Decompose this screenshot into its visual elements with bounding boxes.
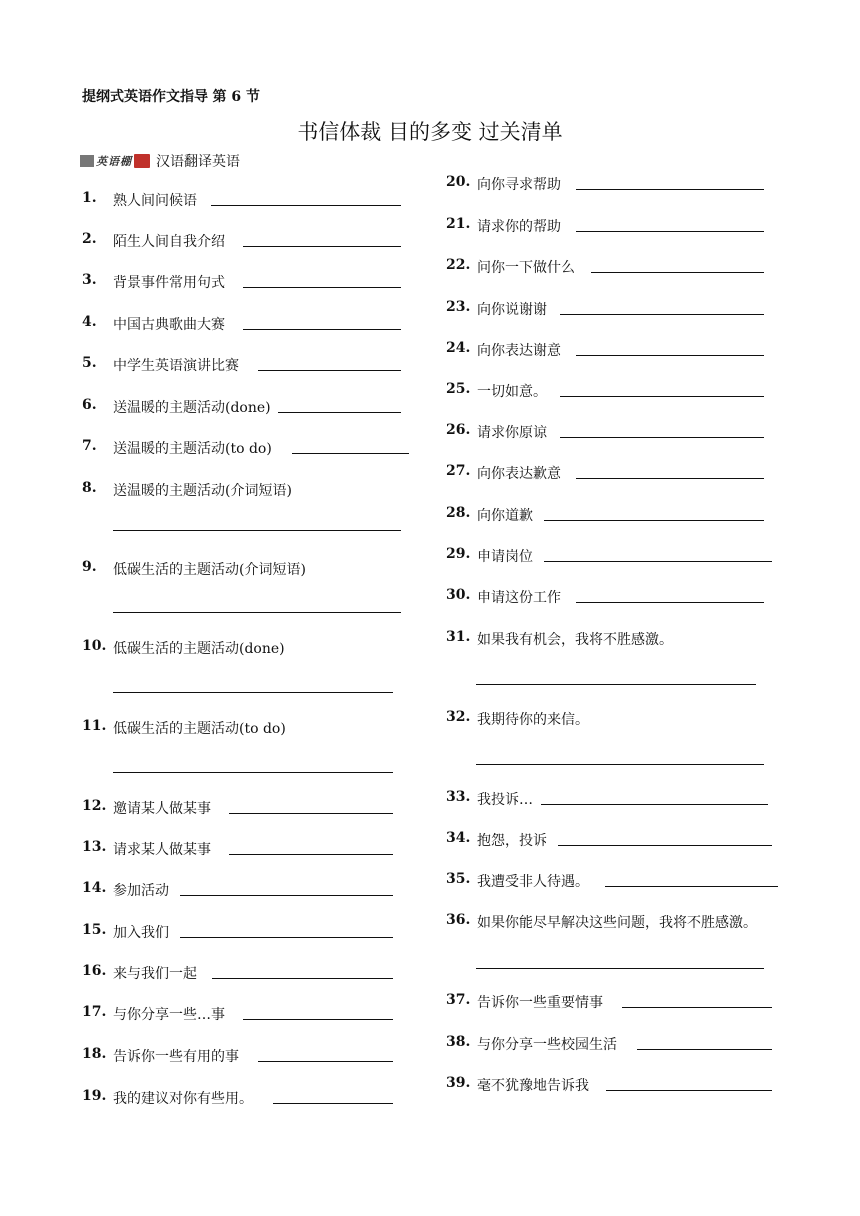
- item-number: 28.: [446, 505, 471, 521]
- item-prompt: 告诉你一些重要情事: [477, 995, 603, 1011]
- list-item: [82, 798, 211, 818]
- item-number: 13.: [82, 839, 107, 855]
- answer-blank[interactable]: [576, 189, 764, 190]
- answer-blank[interactable]: [258, 1061, 393, 1062]
- list-item: [82, 880, 169, 900]
- answer-blank[interactable]: [258, 370, 401, 371]
- item-number: 21.: [446, 216, 471, 232]
- item-prompt: 低碳生活的主题活动(done): [113, 641, 285, 657]
- list-item: [446, 587, 561, 607]
- list-item: [446, 463, 561, 483]
- item-number: 24.: [446, 340, 471, 356]
- list-item: [82, 314, 225, 334]
- answer-blank[interactable]: [229, 854, 393, 855]
- list-item: [446, 257, 575, 277]
- item-number: 30.: [446, 587, 471, 603]
- list-item: [446, 505, 533, 525]
- item-number: 26.: [446, 422, 471, 438]
- item-number: 37.: [446, 992, 471, 1008]
- list-item: [446, 1034, 617, 1054]
- answer-blank[interactable]: [212, 978, 393, 979]
- answer-blank[interactable]: [576, 602, 764, 603]
- answer-blank[interactable]: [558, 845, 772, 846]
- item-prompt: 问你一下做什么: [477, 260, 575, 276]
- list-item: [82, 963, 197, 983]
- list-item: [82, 559, 306, 579]
- item-number: 1.: [82, 190, 97, 206]
- answer-blank[interactable]: [243, 287, 401, 288]
- item-prompt: 送温暖的主题活动(to do): [113, 441, 272, 457]
- item-number: 9.: [82, 559, 97, 575]
- list-item: [82, 922, 169, 942]
- answer-blank[interactable]: [113, 612, 401, 613]
- item-number: 22.: [446, 257, 471, 273]
- list-item: [446, 709, 589, 729]
- list-item: [82, 190, 197, 210]
- item-number: 7.: [82, 438, 97, 454]
- item-number: 36.: [446, 912, 471, 928]
- answer-blank[interactable]: [606, 1090, 772, 1091]
- item-number: 29.: [446, 546, 471, 562]
- answer-blank[interactable]: [591, 272, 764, 273]
- answer-blank[interactable]: [622, 1007, 772, 1008]
- answer-blank[interactable]: [243, 246, 401, 247]
- item-prompt: 向你说谢谢: [477, 302, 547, 318]
- item-number: 2.: [82, 231, 97, 247]
- seal-icon: [134, 154, 150, 168]
- list-item: [446, 789, 533, 809]
- item-prompt: 参加活动: [113, 883, 169, 899]
- answer-blank[interactable]: [560, 314, 764, 315]
- item-prompt: 低碳生活的主题活动(介词短语): [113, 562, 306, 578]
- item-prompt: 我投诉…: [477, 792, 533, 808]
- list-item: [82, 355, 239, 375]
- item-number: 33.: [446, 789, 471, 805]
- list-item: [82, 638, 285, 658]
- answer-blank[interactable]: [278, 412, 401, 413]
- answer-blank[interactable]: [113, 530, 401, 531]
- item-prompt: 我期待你的来信。: [477, 712, 589, 728]
- item-prompt: 一切如意。: [477, 384, 547, 400]
- answer-blank[interactable]: [476, 764, 764, 765]
- item-number: 31.: [446, 629, 471, 645]
- item-prompt: 请求你的帮助: [477, 219, 561, 235]
- item-number: 27.: [446, 463, 471, 479]
- item-number: 38.: [446, 1034, 471, 1050]
- item-prompt: 陌生人间自我介绍: [113, 234, 225, 250]
- list-item: [82, 1046, 239, 1066]
- item-prompt: 与你分享一些…事: [113, 1007, 225, 1023]
- item-prompt: 向你道歉: [477, 508, 533, 524]
- list-item: [446, 912, 757, 932]
- item-number: 20.: [446, 174, 471, 190]
- item-number: 23.: [446, 299, 471, 315]
- answer-blank[interactable]: [605, 886, 778, 887]
- list-item: [446, 830, 547, 850]
- item-number: 32.: [446, 709, 471, 725]
- list-item: [446, 871, 589, 891]
- answer-blank[interactable]: [476, 684, 756, 685]
- list-item: [82, 438, 272, 458]
- item-number: 11.: [82, 718, 107, 734]
- answer-blank[interactable]: [576, 231, 764, 232]
- item-number: 5.: [82, 355, 97, 371]
- item-number: 15.: [82, 922, 107, 938]
- item-prompt: 抱怨，投诉: [477, 833, 547, 849]
- answer-blank[interactable]: [576, 355, 764, 356]
- list-item: [446, 299, 547, 319]
- list-item: [82, 718, 286, 738]
- section-label: 第 6 节: [212, 89, 260, 105]
- item-prompt: 我遭受非人待遇。: [477, 874, 589, 890]
- item-number: 16.: [82, 963, 107, 979]
- list-item: [446, 629, 673, 649]
- item-prompt: 如果我有机会，我将不胜感激。: [477, 632, 673, 648]
- item-prompt: 低碳生活的主题活动(to do): [113, 721, 286, 737]
- item-number: 8.: [82, 480, 97, 496]
- list-item: [82, 839, 211, 859]
- item-number: 12.: [82, 798, 107, 814]
- list-item: [446, 381, 547, 401]
- item-number: 39.: [446, 1075, 471, 1091]
- list-item: [82, 480, 292, 500]
- course-title: 提纲式英语作文指导: [82, 89, 208, 105]
- list-item: [446, 546, 533, 566]
- answer-blank[interactable]: [292, 453, 409, 454]
- item-number: 10.: [82, 638, 107, 654]
- item-number: 4.: [82, 314, 97, 330]
- item-prompt: 毫不犹豫地告诉我: [477, 1078, 589, 1094]
- answer-blank[interactable]: [637, 1049, 772, 1050]
- item-prompt: 邀请某人做某事: [113, 801, 211, 817]
- item-prompt: 送温暖的主题活动(介词短语): [113, 483, 292, 499]
- item-prompt: 请求你原谅: [477, 425, 547, 441]
- item-prompt: 与你分享一些校园生活: [477, 1037, 617, 1053]
- list-item: [446, 174, 561, 194]
- item-number: 18.: [82, 1046, 107, 1062]
- item-number: 35.: [446, 871, 471, 887]
- item-number: 19.: [82, 1088, 107, 1104]
- answer-blank[interactable]: [541, 804, 768, 805]
- logo-text: 英语棚: [96, 155, 132, 168]
- list-item: [446, 216, 561, 236]
- item-number: 3.: [82, 272, 97, 288]
- header-line: [82, 86, 260, 106]
- subheading-label: 汉语翻译英语: [156, 154, 240, 170]
- answer-blank[interactable]: [544, 561, 772, 562]
- answer-blank[interactable]: [211, 205, 401, 206]
- list-item: [446, 340, 561, 360]
- item-prompt: 申请岗位: [477, 549, 533, 565]
- brand-logo: [80, 153, 150, 169]
- list-item: [446, 422, 547, 442]
- item-number: 25.: [446, 381, 471, 397]
- answer-blank[interactable]: [273, 1103, 393, 1104]
- item-prompt: 来与我们一起: [113, 966, 197, 982]
- answer-blank[interactable]: [180, 895, 393, 896]
- answer-blank[interactable]: [180, 937, 393, 938]
- item-prompt: 送温暖的主题活动(done): [113, 400, 271, 416]
- item-prompt: 熟人间问候语: [113, 193, 197, 209]
- logo-mark-icon: [80, 155, 94, 167]
- item-prompt: 告诉你一些有用的事: [113, 1049, 239, 1065]
- item-prompt: 中国古典歌曲大赛: [113, 317, 225, 333]
- answer-blank[interactable]: [560, 437, 764, 438]
- subheading: [80, 151, 240, 171]
- answer-blank[interactable]: [243, 1019, 393, 1020]
- item-prompt: 申请这份工作: [477, 590, 561, 606]
- item-prompt: 背景事件常用句式: [113, 275, 225, 291]
- item-number: 34.: [446, 830, 471, 846]
- answer-blank[interactable]: [560, 396, 764, 397]
- list-item: [446, 992, 603, 1012]
- answer-blank[interactable]: [113, 772, 393, 773]
- answer-blank[interactable]: [229, 813, 393, 814]
- answer-blank[interactable]: [113, 692, 393, 693]
- answer-blank[interactable]: [243, 329, 401, 330]
- item-prompt: 我的建议对你有些用。: [113, 1091, 253, 1107]
- list-item: [82, 1004, 225, 1024]
- item-number: 6.: [82, 397, 97, 413]
- list-item: [82, 397, 271, 417]
- item-prompt: 加入我们: [113, 925, 169, 941]
- answer-blank[interactable]: [576, 478, 764, 479]
- list-item: [82, 1088, 253, 1108]
- page-title: 书信体裁 目的多变 过关清单: [297, 120, 563, 144]
- item-number: 14.: [82, 880, 107, 896]
- item-number: 17.: [82, 1004, 107, 1020]
- list-item: [82, 231, 225, 251]
- answer-blank[interactable]: [544, 520, 764, 521]
- item-prompt: 中学生英语演讲比赛: [113, 358, 239, 374]
- item-prompt: 如果你能尽早解决这些问题，我将不胜感激。: [477, 915, 757, 931]
- answer-blank[interactable]: [476, 968, 764, 969]
- list-item: [82, 272, 225, 292]
- item-prompt: 向你寻求帮助: [477, 177, 561, 193]
- item-prompt: 向你表达谢意: [477, 343, 561, 359]
- item-prompt: 请求某人做某事: [113, 842, 211, 858]
- item-prompt: 向你表达歉意: [477, 466, 561, 482]
- list-item: [446, 1075, 589, 1095]
